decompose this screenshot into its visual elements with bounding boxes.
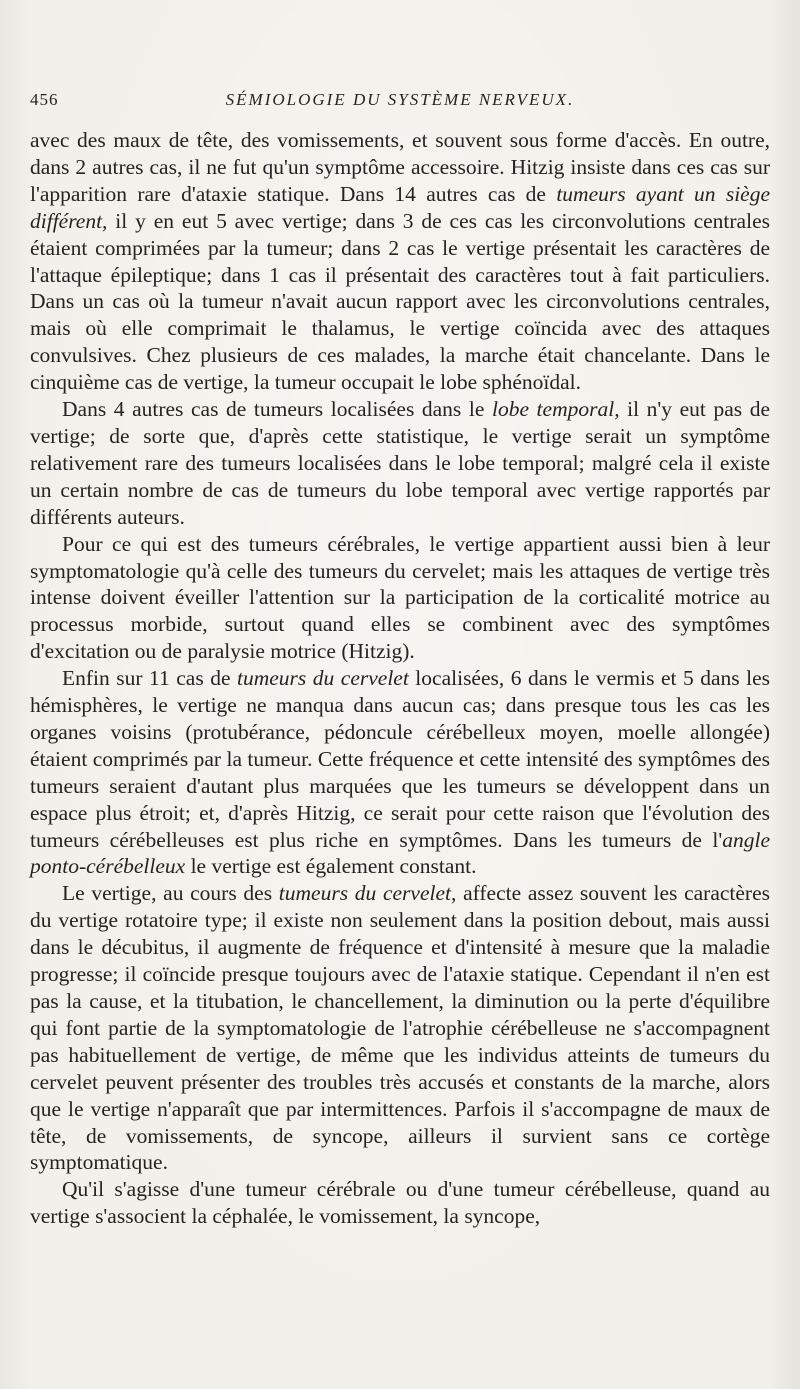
paragraph <box>30 1176 770 1230</box>
text-segment: avec des maux de tête, des vomissements, et souvent sous forme d'accès. En outre, dans 2 autres cas, il ne fut qu'un symptôme accessoire. Hitzig insiste dans ces cas sur l'apparition rare d'ataxie statique. Dans 14 autres cas de <box>30 128 770 206</box>
text-segment: localisées, 6 dans le vermis et 5 dans les hémisphères, le vertige ne manqua dans aucun cas; dans presque tous les cas les organes voisins (protubérance, pédoncule cérébelleux moyen, moelle allongée) étaient comprimés par la tumeur. Cette fréquence et cette intensité des symptômes des tumeurs seraient d'autant plus marquées que les tumeurs se développent dans un espace plus étroit; et, d'après Hitzig, ce serait pour cette raison que l'évolution des tumeurs cérébelleuses est plus riche en symptômes. Dans les tumeurs de l' <box>30 666 771 852</box>
italic-text-segment: tumeurs du cervelet, <box>278 881 457 906</box>
page-header <box>30 90 770 116</box>
paragraph <box>30 665 770 880</box>
text-segment: il y en eut 5 avec vertige; dans 3 de ces cas les circonvolutions centrales étaient comprimées par la tumeur; dans 2 cas le vertige présentait les caractères de l'attaque épileptique; dans 1 cas il présentait des caractères tout à fait particuliers. Dans un cas où la tumeur n'avait aucun rapport avec les circonvolutions centrales, mais où elle comprimait le thalamus, le vertige coïncida avec des attaques convulsives. Chez plusieurs de ces malades, la marche était chancelante. Dans le cinquième cas de vertige, la tumeur occupait le lobe sphénoïdal. <box>30 208 770 395</box>
text-segment: il n'y eut pas de vertige; de sorte que, d'après cette statistique, le vertige serait un symptôme relativement rare des tumeurs localisées dans le lobe temporal; malgré cela il existe un certain nombre de cas de tumeurs du lobe temporal avec vertige rapportés par différents auteurs. <box>30 397 770 529</box>
paragraph <box>30 880 770 1176</box>
paragraph <box>30 127 770 396</box>
italic-text-segment: tumeurs ayant un siège différent, <box>30 181 771 233</box>
text-segment: Le vertige, au cours des <box>62 881 279 906</box>
text-segment: le vertige est également constant. <box>185 854 477 879</box>
text-segment: Dans 4 autres cas de tumeurs localisées dans le <box>62 397 492 422</box>
italic-text-segment: angle ponto-cérébelleux <box>30 827 770 879</box>
paragraph <box>30 531 770 666</box>
text-segment: Enfin sur 11 cas de <box>62 666 237 691</box>
italic-text-segment: tumeurs du cervelet <box>237 666 409 691</box>
body-text <box>30 127 770 1230</box>
text-segment: affecte assez souvent les caractères du vertige rotatoire type; il existe non seulement dans la position debout, mais aussi dans le décubitus, il augmente de fréquence et d'intensité à mesure que la maladie progresse; il coïncide presque toujours avec de l'ataxie statique. Cependant il n'en est pas la cause, et la titubation, le chancellement, la diminution ou la perte d'équilibre qui font partie de la symptomatologie de l'atrophie cérébelleuse ne s'accompagnent pas habituellement de vertige, de même que les individus atteints de tumeurs du cervelet peuvent présenter des troubles très accusés et constants de la marche, alors que le vertige n'apparaît que par intermittences. Parfois il s'accompagne de maux de tête, de vomissements, de syncope, ailleurs il survient sans ce cortège symptomatique. <box>30 881 771 1175</box>
page-number: 456 <box>30 90 59 109</box>
running-head: SÉMIOLOGIE DU SYSTÈME NERVEUX. <box>225 90 575 109</box>
text-segment: Pour ce qui est des tumeurs cérébrales, le vertige appartient aussi bien à leur symptomatologie qu'à celle des tumeurs du cervelet; mais les attaques de vertige très intense doivent éveiller l'attention sur la participation de la corticalité motrice au processus morbide, surtout quand elles se combinent avec des symptômes d'excitation ou de paralysie motrice (Hitzig). <box>30 531 770 664</box>
italic-text-segment: lobe temporal, <box>491 397 620 422</box>
paragraph <box>30 396 770 531</box>
text-segment: Qu'il s'agisse d'une tumeur cérébrale ou d'une tumeur cérébelleuse, quand au vertige s'associent la céphalée, le vomissement, la syncope, <box>30 1177 770 1229</box>
